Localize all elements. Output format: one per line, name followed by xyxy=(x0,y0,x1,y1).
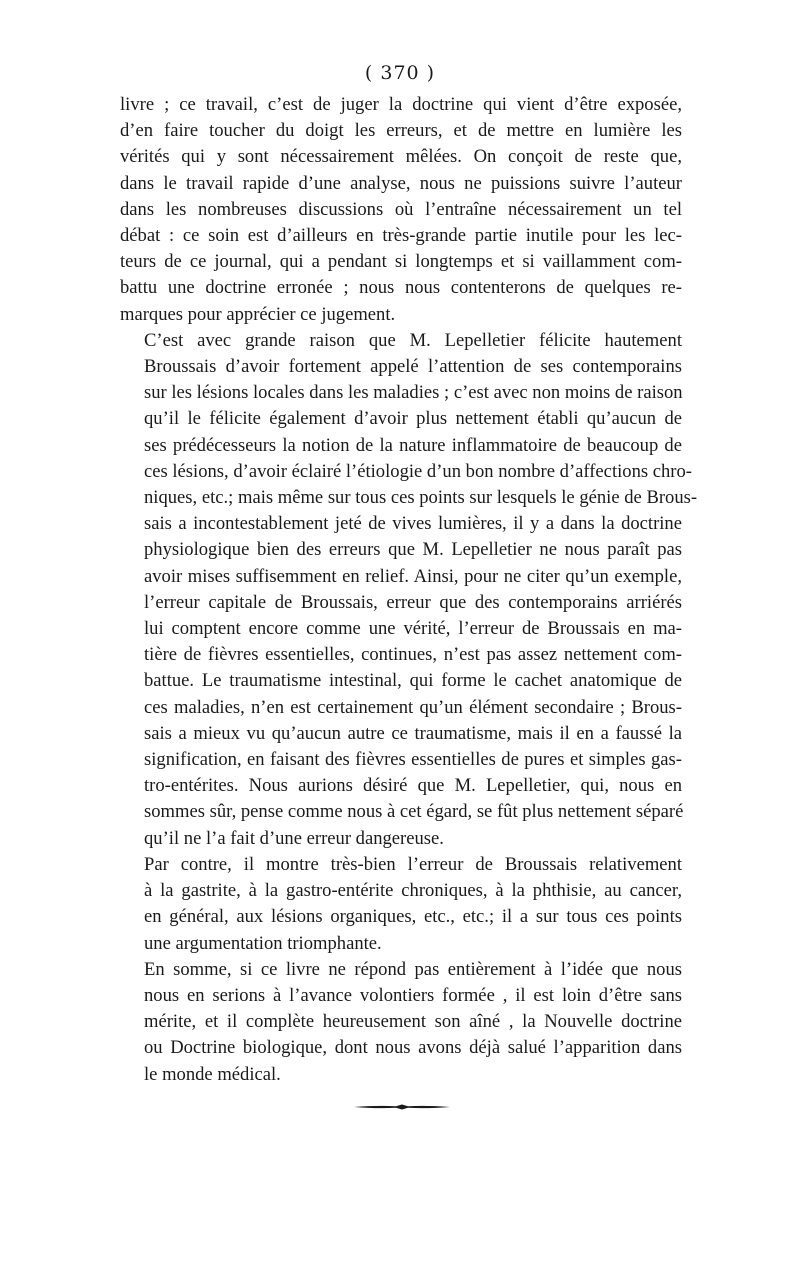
text-line: ses prédécesseurs la notion de la nature inflammatoire de beaucoup de xyxy=(144,434,682,456)
text-line: Broussais d’avoir fortement appelé l’attention de ses contemporains xyxy=(144,356,682,378)
text-line: ces maladies, n’en est certainement qu’un élément secondaire ; Brous- xyxy=(144,696,682,718)
text-line: livre ; ce travail, c’est de juger la doctrine qui vient d’être exposée, xyxy=(120,94,682,115)
text-line: lui comptent encore comme une vérité, l’erreur de Broussais en ma- xyxy=(144,618,682,640)
body-text xyxy=(120,92,698,1088)
text-line: sais a incontestablement jeté de vives lumières, il y a dans la doctrine xyxy=(144,513,682,535)
text-line: En somme, si ce livre ne répond pas entièrement à l’idée que nous xyxy=(144,958,682,980)
text-line: niques, etc.; mais même sur tous ces points sur lesquels le génie de Brous- xyxy=(144,487,698,509)
text-line: mérite, et il complète heureusement son aîné , la Nouvelle doctrine xyxy=(144,1011,682,1033)
text-line: d’en faire toucher du doigt les erreurs, et de mettre en lumière les xyxy=(120,120,682,142)
text-line: sommes sûr, pense comme nous à cet égard, se fût plus nettement séparé xyxy=(144,801,684,823)
text-line: C’est avec grande raison que M. Lepelletier félicite hautement xyxy=(144,329,682,351)
text-line: signification, en faisant des fièvres essentielles de pures et simples gas- xyxy=(144,749,682,771)
text-line: Par contre, il montre très-bien l’erreur de Broussais relativement xyxy=(144,853,682,875)
text-line: nous en serions à l’avance volontiers formée , il est loin d’être sans xyxy=(144,984,682,1006)
text-line: battu une doctrine erronée ; nous nous contenterons de quelques re- xyxy=(120,277,682,299)
paragraph-3 xyxy=(120,852,682,957)
text-line: en général, aux lésions organiques, etc., etc.; il a sur tous ces points xyxy=(144,906,682,928)
text-line: teurs de ce journal, qui a pendant si longtemps et si vaillamment com- xyxy=(120,251,682,273)
paragraph-2 xyxy=(120,328,698,852)
text-line: à la gastrite, à la gastro-entérite chroniques, à la phthisie, au cancer, xyxy=(144,880,682,902)
text-line: battue. Le traumatisme intestinal, qui forme le cachet anatomique de xyxy=(144,670,682,692)
text-line: dans le travail rapide d’une analyse, nous ne puissions suivre l’auteur xyxy=(120,172,682,194)
text-line: l’erreur capitale de Broussais, erreur que des contemporains arriérés xyxy=(144,591,682,613)
end-ornament-icon xyxy=(352,1102,452,1112)
text-line: sais a mieux vu qu’aucun autre ce traumatisme, mais il en a faussé la xyxy=(144,722,682,744)
text-line: une argumentation triomphante. xyxy=(144,932,382,954)
paragraph-1 xyxy=(120,92,682,328)
text-line: ou Doctrine biologique, dont nous avons déjà salué l’apparition dans xyxy=(144,1037,682,1059)
text-line: qu’il ne l’a fait d’une erreur dangereuse. xyxy=(144,827,444,849)
paragraph-4 xyxy=(120,957,682,1088)
text-line: physiologique bien des erreurs que M. Lepelletier ne nous paraît pas xyxy=(144,539,682,561)
text-line: tière de fièvres essentielles, continues, n’est pas assez nettement com- xyxy=(144,644,682,666)
text-line: vérités qui y sont nécessairement mêlées. On conçoit de reste que, xyxy=(120,146,682,168)
page-number: ( 370 ) xyxy=(364,62,436,84)
text-line: dans les nombreuses discussions où l’entraîne nécessairement un tel xyxy=(120,198,682,220)
text-line: avoir mises suffisemment en relief. Ainsi, pour ne citer qu’un exemple, xyxy=(144,565,682,587)
text-line: ces lésions, d’avoir éclairé l’étiologie d’un bon nombre d’affections chro- xyxy=(144,460,692,482)
text-line: débat : ce soin est d’ailleurs en très-grande partie inutile pour les lec- xyxy=(120,225,682,247)
text-line: qu’il le félicite également d’avoir plus nettement établi qu’aucun de xyxy=(144,408,682,430)
text-line: sur les lésions locales dans les maladies ; c’est avec non moins de raison xyxy=(144,382,683,404)
text-line: le monde médical. xyxy=(144,1063,281,1085)
text-line: tro-entérites. Nous aurions désiré que M. Lepelletier, qui, nous en xyxy=(144,775,682,797)
text-line: marques pour apprécier ce jugement. xyxy=(120,303,396,325)
